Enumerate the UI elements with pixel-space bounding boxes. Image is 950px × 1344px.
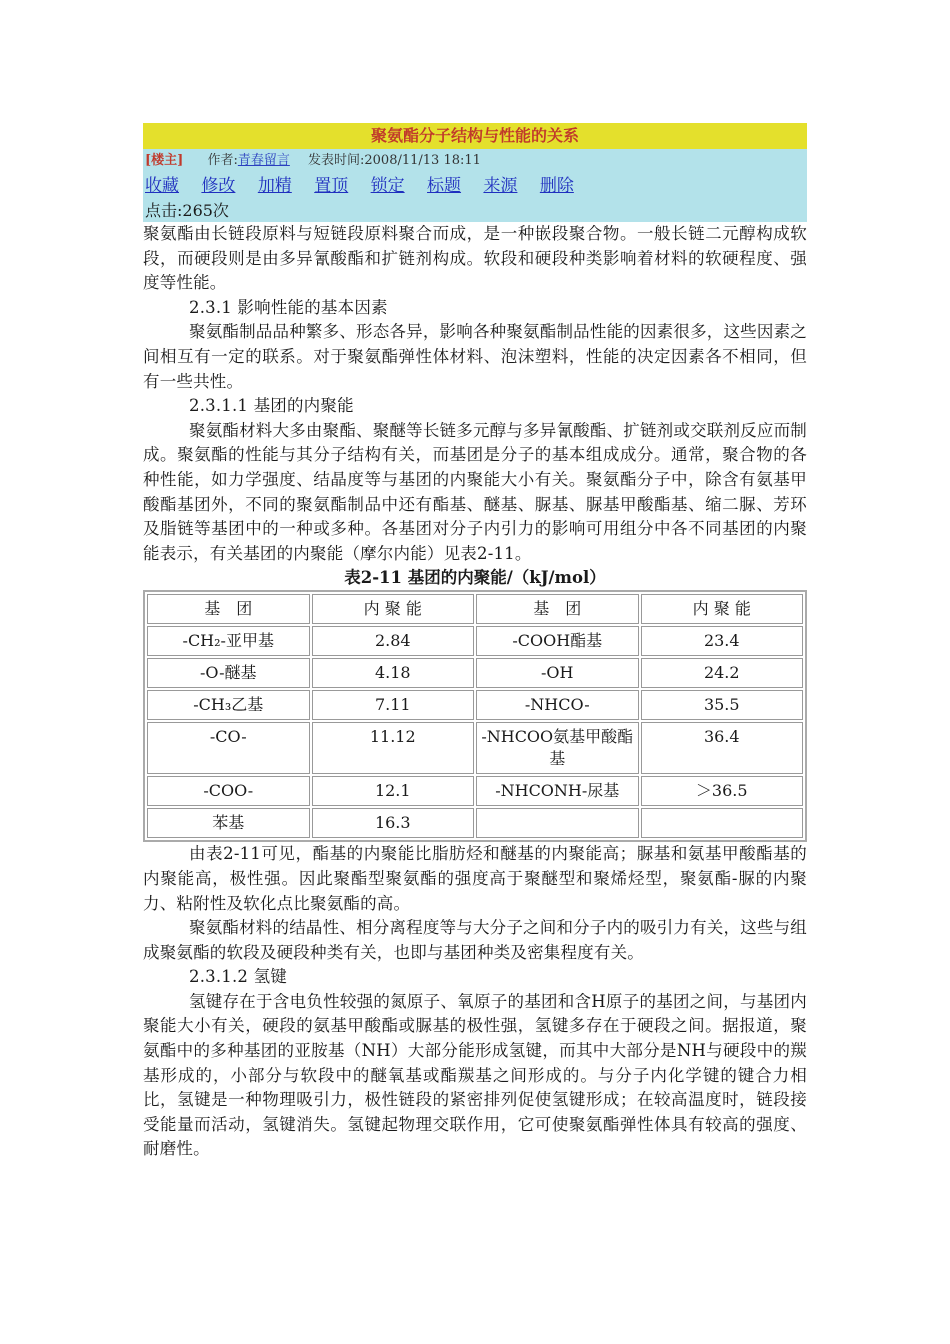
title-link[interactable]: 标题	[427, 176, 462, 196]
table-cell: 24.2	[641, 658, 804, 688]
paragraph: 氢键存在于含电负性较强的氮原子、氧原子的基团和含H原子的基团之间，与基团内聚能大小有关，硬段的氨基甲酸酯或脲基的极性强，氢键多存在于硬段之间。据报道，聚氨酯中的多种基团的亚胺基（NH）大部分能形成氢键，而其中大部分是NH与硬段中的羰基形成的，小部分与软段中的醚氧基或酯羰基之间形成的。与分子内化学键的键合力相比，氢键是一种物理吸引力，极性链段的紧密排列促使氢键形成；在较高温度时，链段接受能量而活动，氢键消失。氢键起物理交联作用，它可使聚氨酯弹性体具有较高的强度、耐磨性。	[143, 991, 807, 1159]
cohesive-energy-table	[143, 590, 807, 842]
table-header-row	[147, 594, 803, 624]
post-actions	[143, 173, 807, 199]
table-cell: -COOH酯基	[476, 626, 639, 656]
lock-link[interactable]: 锁定	[370, 176, 405, 196]
table-row	[147, 776, 803, 806]
table-cell: 16.3	[312, 808, 475, 838]
table-cell: 7.11	[312, 690, 475, 720]
edit-link[interactable]: 修改	[201, 176, 236, 196]
table-cell: 35.5	[641, 690, 804, 720]
table-header: 内 聚 能	[641, 594, 804, 624]
post-title: 聚氨酯分子结构与性能的关系	[143, 123, 807, 149]
table-cell: 12.1	[312, 776, 475, 806]
table-cell: 23.4	[641, 626, 804, 656]
table-cell: 11.12	[312, 722, 475, 774]
table-cell: -COO-	[147, 776, 310, 806]
table-cell: -NHCONH-尿基	[476, 776, 639, 806]
table-cell	[641, 808, 804, 838]
author-label: 作者:	[207, 153, 238, 168]
intro-paragraph: 聚氨酯由长链段原料与短链段原料聚合而成，是一种嵌段聚合物。一般长链二元醇构成软段，而硬段则是由多异氰酸酯和扩链剂构成。软段和硬段种类影响着材料的软硬程度、强度等性能。	[143, 224, 807, 293]
section-heading: 2.3.1 影响性能的基本因素	[189, 297, 388, 317]
click-count: 点击:265次	[143, 199, 807, 222]
author-link[interactable]: 青春留言	[237, 153, 290, 168]
table-row	[147, 658, 803, 688]
table-row	[147, 808, 803, 838]
delete-link[interactable]: 删除	[539, 176, 574, 196]
table-cell: -CO-	[147, 722, 310, 774]
favorite-link[interactable]: 收藏	[145, 176, 179, 196]
table-cell: 4.18	[312, 658, 475, 688]
table-row	[147, 722, 803, 774]
table-cell	[476, 808, 639, 838]
table-header: 基 团	[476, 594, 639, 624]
section-heading: 2.3.1.2 氢键	[189, 967, 287, 987]
table-row	[147, 690, 803, 720]
table-cell: 36.4	[641, 722, 804, 774]
section-heading: 2.3.1.1 基团的内聚能	[189, 396, 354, 416]
poster-tag: [楼主]	[145, 153, 184, 168]
pin-link[interactable]: 置顶	[314, 176, 349, 196]
source-link[interactable]: 来源	[483, 176, 518, 196]
table-cell: -CH₃乙基	[147, 690, 310, 720]
table-cell: 2.84	[312, 626, 475, 656]
table-caption: 表2-11 基团的内聚能/（kJ/mol）	[344, 568, 606, 588]
table-cell: -NHCO-	[476, 690, 639, 720]
post-meta	[143, 149, 807, 173]
paragraph: 聚氨酯制品品种繁多、形态各异，影响各种聚氨酯制品性能的因素很多，这些因素之间相互有一定的联系。对于聚氨酯弹性体材料、泡沫塑料，性能的决定因素各不相同，但有一些共性。	[143, 322, 807, 391]
table-header: 内 聚 能	[312, 594, 475, 624]
table-cell: -OH	[476, 658, 639, 688]
table-cell: -O-醚基	[147, 658, 310, 688]
table-cell: 苯基	[147, 808, 310, 838]
highlight-link[interactable]: 加精	[257, 176, 292, 196]
table-header: 基 团	[147, 594, 310, 624]
post-content	[143, 123, 807, 1162]
table-cell: ＞36.5	[641, 776, 804, 806]
table-row	[147, 626, 803, 656]
table-cell: -CH₂-亚甲基	[147, 626, 310, 656]
paragraph: 聚氨酯材料的结晶性、相分离程度等与大分子之间和分子内的吸引力有关，这些与组成聚氨酯的软段及硬段种类有关，也即与基团种类及密集程度有关。	[143, 918, 807, 962]
post-time: 发表时间:2008/11/13 18:11	[308, 153, 481, 168]
paragraph: 聚氨酯材料大多由聚酯、聚醚等长链多元醇与多异氰酸酯、扩链剂或交联剂反应而制成。聚氨酯的性能与其分子结构有关，而基团是分子的基本组成成分。通常，聚合物的各种性能，如力学强度、结晶度等与基团的内聚能大小有关。聚氨酯分子中，除含有氨基甲酸酯基团外，不同的聚氨酯制品中还有酯基、醚基、脲基、脲基甲酸酯基、缩二脲、芳环及脂链等基团中的一种或多种。各基团对分子内引力的影响可用组分中各不同基团的内聚能表示，有关基团的内聚能（摩尔内能）见表2-11。	[143, 420, 807, 563]
table-cell: -NHCOO氨基甲酸酯基	[476, 722, 639, 774]
paragraph: 由表2-11可见，酯基的内聚能比脂肪烃和醚基的内聚能高；脲基和氨基甲酸酯基的内聚能高，极性强。因此聚酯型聚氨酯的强度高于聚醚型和聚烯烃型，聚氨酯-脲的内聚力、粘附性及软化点比聚氨酯的高。	[143, 844, 807, 913]
